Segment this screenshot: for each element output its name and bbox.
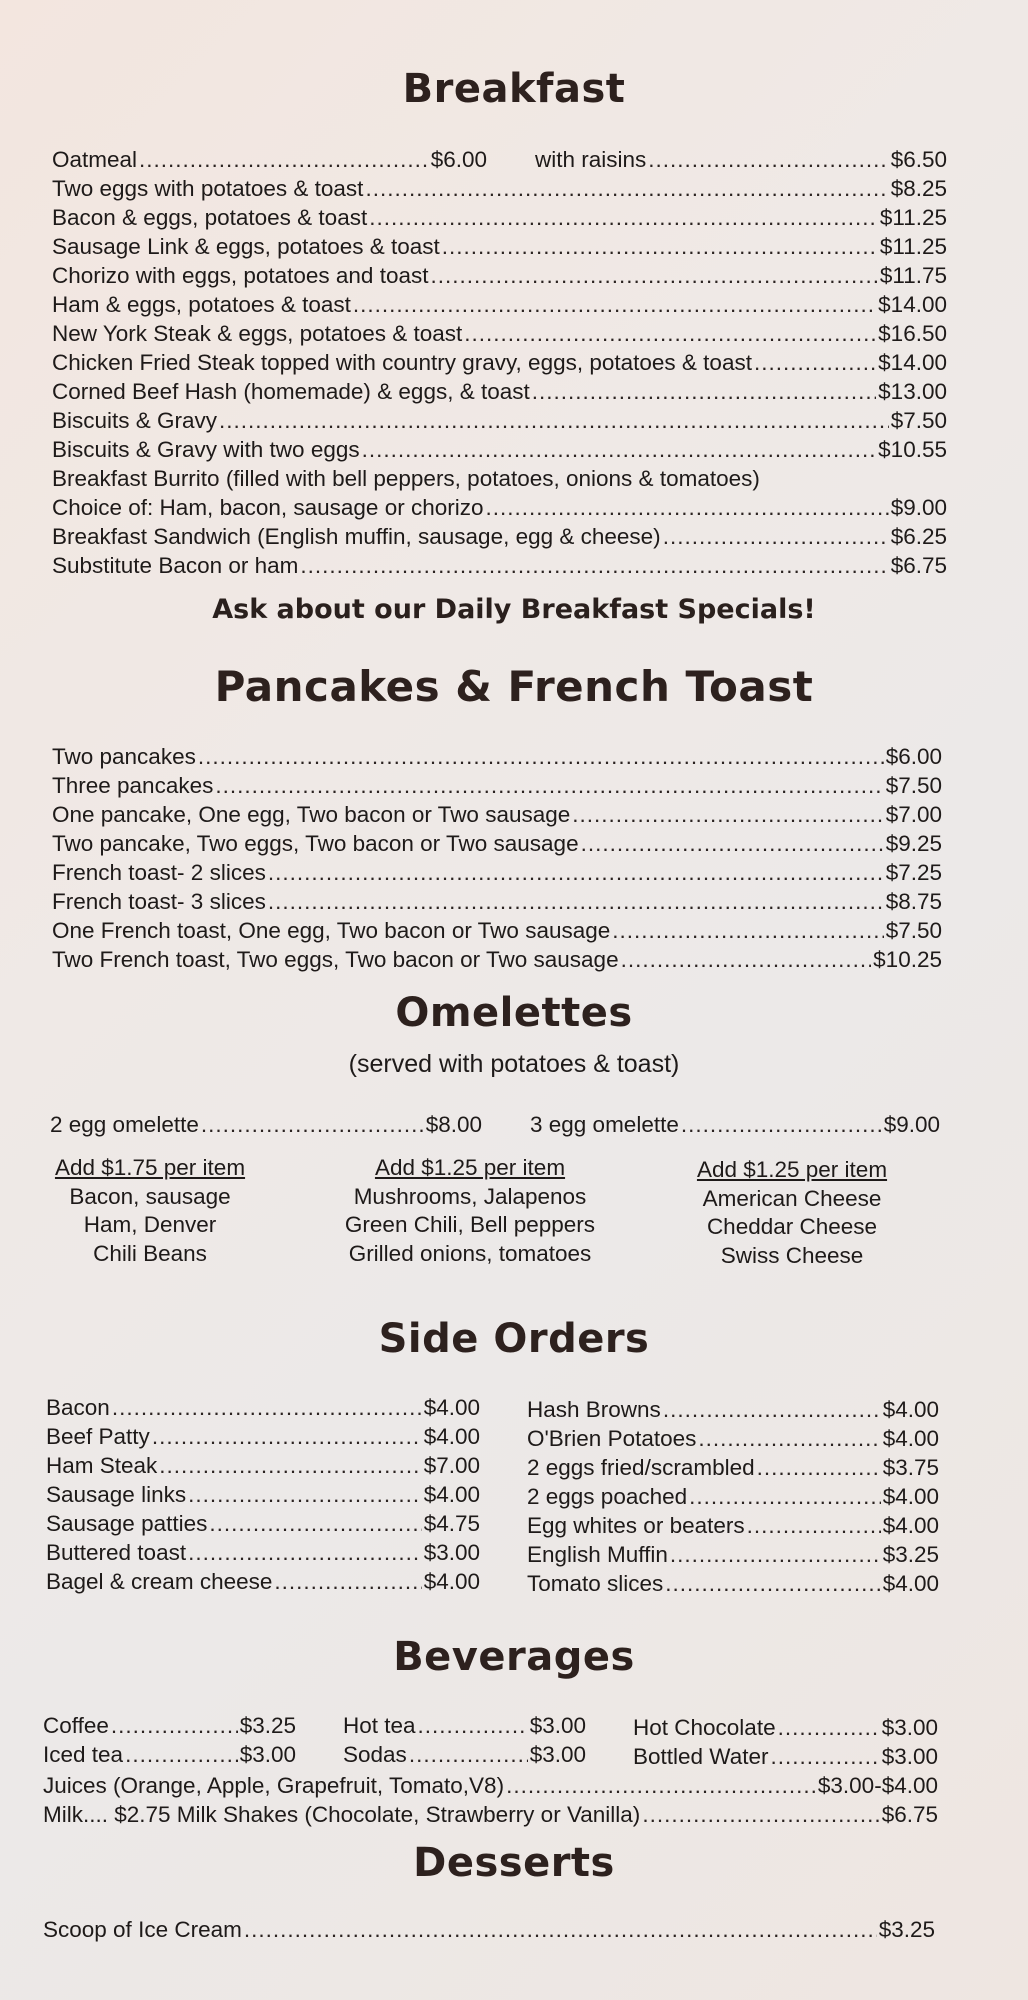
menu-item [52,174,947,203]
item-price: $3.25 [882,1542,939,1567]
menu-item [52,232,947,261]
item-price: $6.75 [890,553,947,578]
item-price: $4.00 [423,1569,480,1594]
item-price: $4.00 [882,1571,939,1596]
item-name: New York Steak & eggs, potatoes & toast [52,321,463,346]
item-name: Hot Chocolate [633,1715,776,1740]
item-name: Chorizo with eggs, potatoes and toast [52,263,429,288]
item-name: Bagel & cream cheese [46,1569,273,1594]
dot-leader [274,1567,421,1596]
addon-line: Cheddar Cheese [706,1214,878,1239]
dot-leader [642,1800,879,1829]
item-name: Scoop of Ice Cream [43,1917,242,1942]
item-name: Ham & eggs, potatoes & toast [52,292,351,317]
item-price: $8.00 [425,1112,482,1137]
item-price: $8.75 [885,889,942,914]
item-name: Corned Beef Hash (homemade) & eggs, & toast [52,379,530,404]
menu-item [52,551,947,580]
item-name: Hash Browns [527,1397,661,1422]
dot-leader [747,1511,881,1540]
dot-leader [111,1711,238,1740]
dot-leader [506,1771,816,1800]
item-price: $3.00 [881,1715,938,1740]
item-price: $11.75 [879,263,947,288]
menu-item-ice-cream [43,1915,935,1944]
dot-leader [689,1482,881,1511]
item-price: $7.50 [890,408,947,433]
item-price: $9.00 [890,495,947,520]
dot-leader [139,145,429,174]
menu-item [527,1424,939,1453]
addon-group-1 [40,1154,260,1268]
item-price: $6.50 [890,147,947,172]
menu-item-milk [43,1800,938,1829]
menu-item [52,290,947,319]
menu-item [52,916,942,945]
item-price: $9.25 [885,831,942,856]
menu-item-2-egg-omelette [50,1110,482,1139]
beverages-title: Beverages [393,1634,635,1680]
addon-line: Bacon, sausage [69,1183,231,1209]
item-name: Biscuits & Gravy [52,408,218,433]
item-price: $6.75 [881,1802,938,1827]
menu-item [46,1393,480,1422]
item-price: $4.00 [882,1513,939,1538]
item-name: Two pancakes [52,744,196,769]
item-name: French toast- 3 slices [52,889,266,914]
item-name: English Muffin [527,1542,668,1567]
item-name: Iced tea [43,1742,124,1767]
breakfast-title: Breakfast [402,66,626,112]
desserts-title: Desserts [413,1840,615,1886]
menu-item [52,945,942,974]
dot-leader [215,771,883,800]
menu-item-raisins [535,145,947,174]
dot-leader [698,1424,880,1453]
side-orders-title: Side Orders [378,1316,650,1362]
dot-leader [409,1740,528,1769]
item-name: Bacon [46,1395,110,1420]
dot-leader [418,1711,528,1740]
item-name: Substitute Bacon or ham [52,553,299,578]
menu-item [527,1395,939,1424]
dot-leader [464,319,876,348]
menu-item-hot-tea [343,1711,586,1740]
dot-leader [198,742,884,771]
specials-note: Ask about our Daily Breakfast Specials! [212,594,816,625]
dot-leader [188,1538,422,1567]
dot-leader [581,829,884,858]
item-price: $10.55 [878,437,947,462]
item-name: Sodas [343,1742,407,1767]
menu-item [527,1540,939,1569]
dot-leader [757,1453,881,1482]
menu-item-juices [43,1771,938,1800]
dot-leader [369,203,878,232]
menu-item [527,1453,939,1482]
menu-item [52,742,942,771]
dot-leader [670,1540,881,1569]
menu-item [52,406,947,435]
item-name: Egg whites or beaters [527,1513,745,1538]
menu-item [52,887,942,916]
item-price: $4.00 [423,1424,480,1449]
item-name: Biscuits & Gravy with two eggs [52,437,360,462]
item-price: $10.25 [873,947,942,972]
menu-item [527,1569,939,1598]
item-name: O'Brien Potatoes [527,1426,697,1451]
dot-leader [648,145,888,174]
addon-line: Mushrooms, Jalapenos [353,1183,587,1209]
addon-heading: Add $1.25 per item [374,1155,566,1180]
menu-item [52,829,942,858]
menu-item [46,1451,480,1480]
item-price: $14.00 [878,350,947,375]
menu-item-sodas [343,1740,586,1769]
menu-item [52,858,942,887]
menu-item [46,1480,480,1509]
pancakes-title: Pancakes & French Toast [214,662,814,711]
dot-leader [112,1393,422,1422]
item-price: $6.00 [430,147,487,172]
dot-leader [201,1110,424,1139]
menu-item [52,261,947,290]
item-price: $3.00 [529,1713,586,1738]
dot-leader [665,1569,880,1598]
item-name: 2 eggs fried/scrambled [527,1455,755,1480]
item-name: Hot tea [343,1713,416,1738]
menu-item [46,1538,480,1567]
dot-leader [209,1509,421,1538]
dot-leader [300,551,888,580]
menu-item [52,348,947,377]
menu-item [52,203,947,232]
addon-heading: Add $1.75 per item [54,1155,246,1180]
addon-line: Chili Beans [93,1240,207,1266]
menu-item [527,1482,939,1511]
dot-leader [681,1110,882,1139]
dot-leader [612,916,883,945]
item-name: Chicken Fried Steak topped with country gravy, eggs, potatoes & toast [52,350,752,375]
dot-leader [621,945,872,974]
item-name: Milk.... $2.75 Milk Shakes (Chocolate, Strawberry or Vanilla) [43,1802,641,1827]
item-price: $4.00 [882,1484,939,1509]
menu-item [52,522,947,551]
dot-leader [159,1451,421,1480]
item-name: Bacon & eggs, potatoes & toast [52,205,368,230]
item-price: $3.00-$4.00 [817,1773,938,1798]
dot-leader [663,522,889,551]
item-price: $3.00 [423,1540,480,1565]
item-price: $7.00 [885,802,942,827]
dot-leader [362,435,877,464]
dot-leader [188,1480,422,1509]
dot-leader [770,1742,879,1771]
item-price: $8.25 [890,176,947,201]
addon-group-2 [325,1154,615,1268]
item-price: $6.25 [890,524,947,549]
dot-leader [365,174,888,203]
item-price: $4.00 [423,1482,480,1507]
item-price: $11.25 [879,205,947,230]
omelettes-title: Omelettes [395,990,633,1036]
item-name: Tomato slices [527,1571,664,1596]
item-price: $3.00 [239,1742,296,1767]
menu-item [46,1509,480,1538]
item-price: $3.75 [882,1455,939,1480]
item-name: 2 egg omelette [50,1112,199,1137]
burrito-description: Breakfast Burrito (filled with bell peppers, potatoes, onions & tomatoes) [52,466,760,491]
menu-item [52,377,947,406]
dot-leader [572,800,883,829]
item-name: Ham Steak [46,1453,158,1478]
item-name: Two eggs with potatoes & toast [52,176,364,201]
dot-leader [754,348,876,377]
dot-leader [244,1915,877,1944]
item-price: $3.25 [878,1917,935,1942]
item-price: $7.00 [423,1453,480,1478]
dot-leader [268,858,884,887]
item-name: Oatmeal [52,147,138,172]
item-name: 2 eggs poached [527,1484,688,1509]
item-price: $7.25 [885,860,942,885]
menu-item [52,493,947,522]
menu-item [527,1511,939,1540]
item-name: Three pancakes [52,773,214,798]
item-name: French toast- 2 slices [52,860,266,885]
item-name: Sausage Link & eggs, potatoes & toast [52,234,440,259]
addon-line: Grilled onions, tomatoes [348,1240,592,1266]
menu-item [46,1567,480,1596]
item-price: $3.25 [239,1713,296,1738]
menu-item-bottled-water [633,1742,938,1771]
menu-item-iced-tea [43,1740,296,1769]
dot-leader [353,290,876,319]
menu-item-3-egg-omelette [530,1110,940,1139]
item-price: $4.75 [423,1511,480,1536]
item-price: $14.00 [878,292,947,317]
item-name: Sausage patties [46,1511,208,1536]
item-name: Buttered toast [46,1540,187,1565]
dot-leader [778,1713,880,1742]
item-name: with raisins [535,147,647,172]
item-name: Beef Patty [46,1424,150,1449]
addon-heading: Add $1.25 per item [696,1157,888,1182]
dot-leader [442,232,878,261]
addon-line: Swiss Cheese [720,1242,864,1268]
item-name: Bottled Water [633,1744,769,1769]
menu-item-oatmeal [52,145,487,174]
item-price: $11.25 [879,234,947,259]
item-name: Sausage links [46,1482,187,1507]
menu-item [52,319,947,348]
item-name: Coffee [43,1713,109,1738]
item-price: $4.00 [423,1395,480,1420]
dot-leader [268,887,884,916]
item-name: One French toast, One egg, Two bacon or Two sausage [52,918,611,943]
dot-leader [219,406,889,435]
item-name: Two pancake, Two eggs, Two bacon or Two sausage [52,831,579,856]
item-name: Breakfast Sandwich (English muffin, sausage, egg & cheese) [52,524,661,549]
menu-item [52,800,942,829]
item-name: Juices (Orange, Apple, Grapefruit, Tomato,V8) [43,1773,505,1798]
dot-leader [663,1395,881,1424]
dot-leader [152,1422,422,1451]
dot-leader [430,261,877,290]
item-price: $9.00 [883,1112,940,1137]
menu-item [46,1422,480,1451]
item-price: $3.00 [529,1742,586,1767]
item-price: $6.00 [885,744,942,769]
addon-line: Green Chili, Bell peppers [344,1212,596,1237]
item-price: $7.50 [885,918,942,943]
dot-leader [125,1740,238,1769]
menu-item-coffee [43,1711,296,1740]
menu-item [52,771,942,800]
item-name: One pancake, One egg, Two bacon or Two sausage [52,802,571,827]
item-price: $13.00 [878,379,947,404]
dot-leader [485,493,888,522]
item-price: $7.50 [885,773,942,798]
item-name: Choice of: Ham, bacon, sausage or chorizo [52,495,484,520]
addon-line: American Cheese [702,1185,882,1211]
item-price: $4.00 [882,1397,939,1422]
item-price: $3.00 [881,1744,938,1769]
omelettes-subtitle: (served with potatoes & toast) [348,1050,680,1078]
dot-leader [532,377,876,406]
item-price: $16.50 [878,321,947,346]
item-name: 3 egg omelette [530,1112,679,1137]
item-price: $4.00 [882,1426,939,1451]
item-name: Two French toast, Two eggs, Two bacon or Two sausage [52,947,619,972]
addon-group-3 [672,1156,912,1270]
menu-item [52,435,947,464]
menu-item-hot-chocolate [633,1713,938,1742]
addon-line: Ham, Denver [83,1212,217,1237]
